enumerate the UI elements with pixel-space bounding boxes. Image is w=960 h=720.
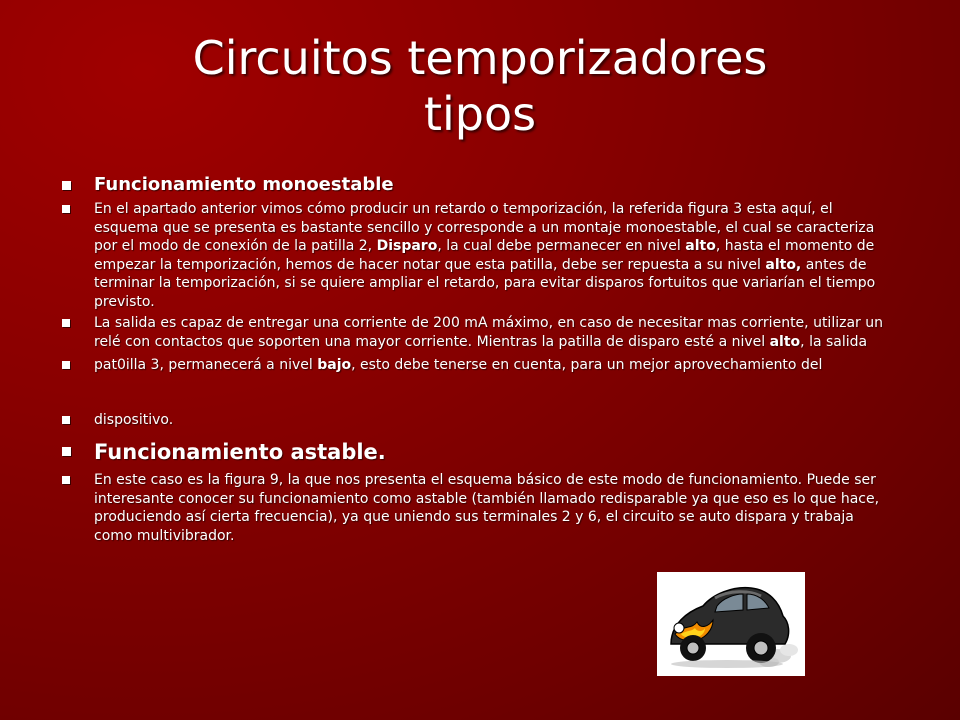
title-line-2: tipos xyxy=(423,87,537,141)
square-bullet-icon xyxy=(62,205,70,213)
square-bullet-icon xyxy=(62,416,70,424)
bold-run: alto xyxy=(685,238,716,254)
bullet-astable-text xyxy=(62,471,894,545)
bullet-monoestable-text xyxy=(62,200,894,311)
bullet-dispositivo-text xyxy=(62,411,894,430)
bold-run: Disparo xyxy=(376,238,438,254)
bullet-patilla-text xyxy=(62,356,894,375)
car-clipart-image xyxy=(657,572,805,676)
text-run: antes de terminar la temporización, si se quiere ampliar el retardo, para evitar disparos fortuitos que variarían el tiempo previsto. xyxy=(94,256,876,310)
square-bullet-icon xyxy=(62,476,70,484)
text-run: , hasta el momento de empezar la temporización, hemos de hacer notar que esta patilla, debe ser repuesta a su nivel xyxy=(94,238,875,273)
bold-run: bajo xyxy=(317,357,352,373)
square-bullet-icon xyxy=(62,181,71,190)
bold-run: alto xyxy=(769,333,801,350)
slide-title xyxy=(0,30,960,142)
bold-run: alto, xyxy=(765,256,802,273)
title-line-1: Circuitos temporizadores xyxy=(192,31,768,85)
bullet-monoestable-heading xyxy=(62,174,894,196)
text-run: , la cual debe permanecer en nivel xyxy=(437,238,686,254)
square-bullet-icon xyxy=(62,447,71,456)
heading-text: Funcionamiento astable. xyxy=(94,440,386,464)
text-run: En este caso es la figura 9, la que nos presenta el esquema básico de este modo de funcionamiento. Puede ser interesante conocer su funcionamiento como astable (también llamado redisparable ya que eso es lo que hace, produciendo así cierta frecuencia), ya que uniendo sus terminales 2 y 6, el circuito se auto dispara y trabaja como multivibrador. xyxy=(94,472,880,544)
text-run: , la salida xyxy=(800,333,868,350)
square-bullet-icon xyxy=(62,319,70,327)
bullet-astable-heading xyxy=(62,439,894,465)
text-run: En el apartado anterior vimos cómo producir un retardo o temporización, la referida figura 3 esta aquí, el esquema que se presenta es bastante sencillo y corresponde a un montaje monoestable, el cual se caracteriza por el modo de conexión de la patilla 2, xyxy=(94,201,875,254)
hot-rod-car-icon xyxy=(657,572,805,676)
heading-text: Funcionamiento monoestable xyxy=(94,174,394,195)
text-run: La salida es capaz de entregar una corriente de 200 mA máximo, en caso de necesitar mas corriente, utilizar un relé con contactos que soporten una mayor corriente. Mientras la patilla de disparo esté a nivel xyxy=(94,315,883,350)
bullet-salida-text xyxy=(62,314,894,351)
text-run: dispositivo. xyxy=(94,411,174,428)
text-run: pat0illa 3, permanecerá a nivel xyxy=(94,357,318,373)
square-bullet-icon xyxy=(62,361,70,369)
text-run: , esto debe tenerse en cuenta, para un mejor aprovechamiento del xyxy=(351,357,823,373)
bullet-list xyxy=(62,174,894,545)
